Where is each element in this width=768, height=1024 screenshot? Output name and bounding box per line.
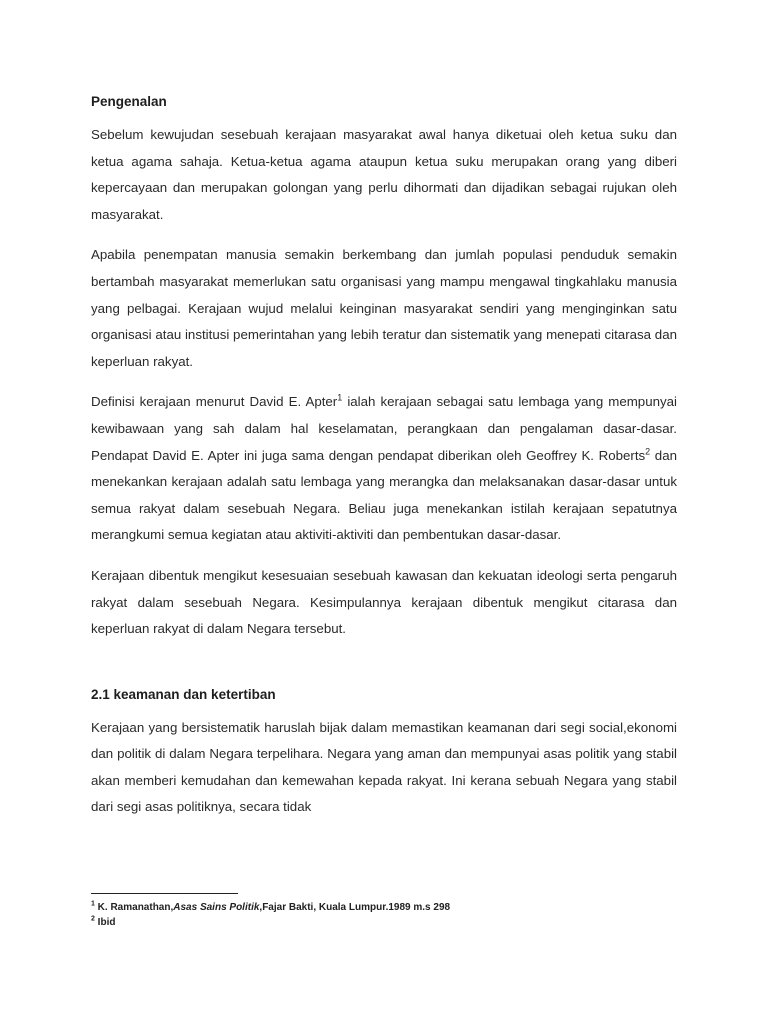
paragraph-3-part-1: Definisi kerajaan menurut David E. Apter <box>91 394 338 410</box>
paragraph-3-part-2: ialah kerajaan sebagai satu lembaga yang mempunyai kewibawaan yang sah dalam hal keselamatan, perangkaan dan pengalaman dasar-dasar. Pendapat David E. Apter ini juga sama dengan pendapat diberikan oleh Geoffrey K. Roberts <box>91 394 677 463</box>
footnote-1 <box>91 900 677 915</box>
footnote-ref-2[interactable]: 2 <box>645 446 651 457</box>
paragraph-5: Kerajaan yang bersistematik haruslah bijak dalam memastikan keamanan dari segi social,ekonomi dan politik di dalam Negara terpelihara. Negara yang aman dan mempunyai asas politik yang stabil akan memberi kemudahan dan kemewahan kepada rakyat. Ini kerana sebuah Negara yang stabil dari segi asas politiknya, secara tidak <box>91 719 677 815</box>
footnote-2 <box>91 915 677 930</box>
paragraph-4: Kerajaan dibentuk mengikut kesesuaian sesebuah kawasan dan kekuatan ideologi serta pengaruh rakyat dalam sesebuah Negara. Kesimpulannya kerajaan dibentuk mengikut citarasa dan keperluan rakyat di dalam Negara tersebut. <box>91 567 677 637</box>
footnote-divider <box>91 893 238 894</box>
paragraph-2: Apabila penempatan manusia semakin berkembang dan jumlah populasi penduduk semakin bertambah masyarakat memerlukan satu organisasi yang mampu mengawal tingkahlaku manusia yang pelbagai. Kerajaan wujud melalui keinginan masyarakat sendiri yang menginginkan satu organisasi atau institusi pemerintahan yang lebih teratur dan sistematik yang menepati citarasa dan keperluan rakyat. <box>91 247 677 369</box>
footnote-1-title: Asas Sains Politik <box>173 902 260 913</box>
footnote-2-text: Ibid <box>94 917 116 928</box>
document-body <box>91 92 677 821</box>
section-heading-pengenalan: Pengenalan <box>91 94 167 109</box>
section-heading-keamanan: 2.1 keamanan dan ketertiban <box>91 686 276 702</box>
footnote-ref-1[interactable]: 1 <box>337 392 343 403</box>
footnote-mark-1: 1 <box>91 900 95 908</box>
footnotes <box>91 893 677 930</box>
footnote-mark-2: 2 <box>91 915 95 923</box>
paragraph-3 <box>91 389 677 549</box>
footnote-1-prefix: K. Ramanathan, <box>94 902 174 913</box>
footnote-1-suffix: ,Fajar Bakti, Kuala Lumpur.1989 m.s 298 <box>259 902 451 913</box>
paragraph-3-part-3: dan menekankan kerajaan adalah satu lembaga yang merangka dan melaksanakan dasar-dasar untuk semua rakyat dalam sesebuah Negara. Beliau juga menekankan istilah kerajaan sepatutnya merangkumi semua kegiatan atau aktiviti-aktiviti dan pembentukan dasar-dasar. <box>91 447 677 543</box>
paragraph-1: Sebelum kewujudan sesebuah kerajaan masyarakat awal hanya diketuai oleh ketua suku dan ketua agama sahaja. Ketua-ketua agama ataupun ketua suku merupakan orang yang diberi kepercayaan dan merupakan golongan yang perlu dihormati dan dijadikan sebagai rujukan oleh masyarakat. <box>91 127 677 222</box>
